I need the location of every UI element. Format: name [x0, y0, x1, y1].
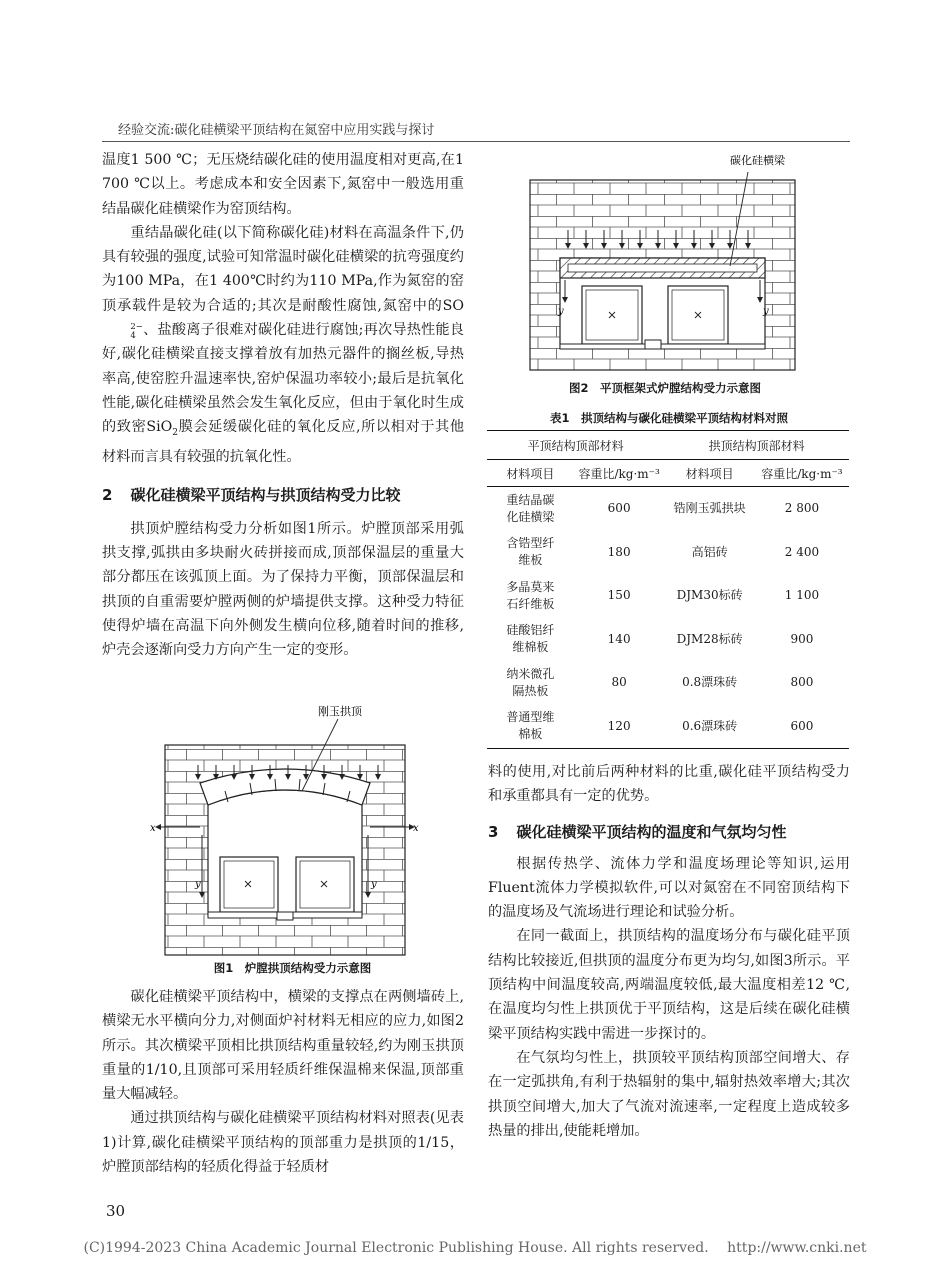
table-cell: 1 100	[784, 588, 820, 603]
table-cell: DJM28标砖	[676, 631, 743, 646]
left-column	[102, 148, 464, 662]
table-1-caption: 表1 拱顶结构与碳化硅横梁平顶结构材料对照	[550, 411, 788, 425]
table-cell: 0.8漂珠砖	[682, 675, 738, 690]
table-row	[487, 618, 849, 662]
svg-text:x: x	[150, 823, 156, 834]
table-group-header: 平顶结构顶部材料	[487, 431, 664, 460]
table-cell: 800	[790, 675, 814, 690]
paragraph-4: 碳化硅横梁平顶结构中，横梁的支撑点在两侧墙砖上,横梁无水平横向分力,对侧面炉衬材料无相应的应力,如图2所示。其次横梁平顶相比拱顶结构重量较轻,约为刚玉拱顶重量的1/10,且顶部可采用轻质纤维保温棉来保温,顶部重量大幅减轻。	[102, 989, 464, 1103]
table-cell: 硅酸铝纤维棉板	[506, 623, 555, 655]
table-cell: 锆刚玉弧拱块	[673, 501, 746, 516]
paragraph-7: 根据传热学、流体力学和温度场理论等知识,运用Fluent流体力学模拟软件,可以对氮窑在不同窑顶结构下的温度场及气流场进行理论和试验分析。	[488, 855, 850, 921]
paragraph-9: 在气氛均匀性上，拱顶较平顶结构顶部空间增大、存在一定弧拱角,有利于热辐射的集中,辐射热效率增大;其次拱顶空间增大,加大了气流对流速率,一定程度上造成较多热量的排出,使能耗增加。	[488, 1049, 850, 1139]
table-cell: 含锆型纤维板	[506, 536, 555, 568]
table-cell: 纳米微孔隔热板	[506, 666, 555, 698]
table-cell: 600	[755, 705, 849, 749]
table-column-header: 材料项目	[487, 460, 574, 487]
table-cell: 2 800	[784, 501, 820, 516]
copyright-footer: (C)1994-2023 China Academic Journal Electronic Publishing House. All rights reserved. http://www.cnki.net	[83, 1240, 867, 1256]
table-row	[487, 531, 849, 575]
svg-text:碳化硅横梁: 碳化硅横梁	[730, 154, 785, 167]
table-cell: 140	[607, 631, 631, 646]
table-row	[487, 487, 849, 531]
svg-text:y: y	[371, 879, 377, 890]
figure-1-caption: 图1 炉膛拱顶结构受力示意图	[213, 961, 372, 975]
table-cell: 150	[607, 588, 631, 603]
svg-text:刚玉拱顶: 刚玉拱顶	[318, 705, 362, 718]
table-cell: 180	[607, 544, 631, 559]
svg-text:x: x	[413, 823, 419, 834]
table-cell: 多晶莫来石纤维板	[506, 579, 555, 611]
table-column-header: 材料项目	[664, 460, 755, 487]
svg-text:y: y	[763, 306, 769, 317]
section-2-heading: 2 碳化硅横梁平顶结构与拱顶结构受力比较	[102, 485, 401, 504]
table-group-header-row	[487, 431, 849, 460]
header-rule	[102, 141, 850, 142]
table-cell: 0.6漂珠砖	[664, 705, 755, 749]
table-cell: 2 400	[784, 544, 820, 559]
left-column-lower	[102, 985, 464, 1179]
figure-2-caption: 图2 平顶框架式炉膛结构受力示意图	[569, 381, 761, 395]
table-cell: 高铝砖	[691, 544, 728, 559]
svg-text:y: y	[195, 879, 201, 890]
paragraph-5: 通过拱顶结构与碳化硅横梁平顶结构材料对照表(见表1)计算,碳化硅横梁平顶结构的顶部重力是拱顶的1/15，炉膛顶部结构的轻质化得益于轻质材	[102, 1110, 464, 1176]
paragraph-8: 在同一截面上，拱顶结构的温度场分布与碳化硅平顶结构比较接近,但拱顶的温度分布更为均匀,如图3所示。平顶结构中间温度较高,两端温度较低,最大温度相差12 ℃,在温度均匀性上拱顶优于平顶结构，这是后续在碳化硅横梁平顶结构实践中需进一步探讨的。	[488, 928, 850, 1042]
figure-2-flat-top-diagram	[520, 150, 810, 375]
paragraph-2: 重结晶碳化硅(以下简称碳化硅)材料在高温条件下,仍具有较强的强度,试验可知常温时碳化硅横梁的抗弯强度约为100 MPa，在1 400℃时约为110 MPa,作为氮窑的窑顶承载件是较为合适的;其次是耐酸性腐蚀,氮窑中的SO 2− 4 、盐酸离子很难对碳化硅进行腐蚀;再次导热性能良好,碳化硅横梁直接支撑着放有加热元器件的搁丝板,导热率高,使窑腔升温速率快,窑炉保温功率较小;最后是抗氧化性能,碳化硅横梁虽然会发生氧化反应，但由于氧化时生成的致密SiO$_2$膜会延缓碳化硅的氧化反应,所以相对于其他材料而言具有较强的抗氧化性。	[102, 224, 465, 466]
table-row	[487, 661, 849, 705]
paragraph-3: 拱顶炉膛结构受力分析如图1所示。炉膛顶部采用弧拱支撑,弧拱由多块耐火砖拼接而成,顶部保温层的重量大部分都压在该弧顶上面。为了保持力平衡，顶部保温层和拱顶的自重需要炉膛两侧的炉墙提供支撑。这种受力特征使得炉墙在高温下向外侧发生横向位移,随着时间的推移,炉壳会逐渐向受力方向产生一定的变形。	[102, 520, 464, 659]
paragraph-1: 温度1 500 ℃；无压烧结碳化硅的使用温度相对更高,在1 700 ℃以上。考虑成本和安全因素下,氮窑中一般选用重结晶碳化硅横梁作为窑顶结构。	[102, 152, 464, 217]
table-cell: DJM30标砖	[676, 588, 743, 603]
page-number: 30	[106, 1202, 126, 1220]
table-group-header: 拱顶结构顶部材料	[664, 431, 849, 460]
paragraph-6: 料的使用,对比前后两种材料的比重,碳化硅平顶结构受力和承重都具有一定的优势。	[488, 764, 850, 805]
table-column-header: 容重比/kg·m⁻³	[574, 460, 665, 487]
right-column-lower	[488, 760, 850, 1143]
svg-text:y: y	[558, 306, 564, 317]
table-sub-header-row	[487, 460, 849, 487]
table-cell: 重结晶碳化硅横梁	[506, 492, 555, 524]
table-cell: 120	[574, 705, 665, 749]
table-cell: 80	[611, 675, 627, 690]
table-cell: 900	[790, 631, 814, 646]
running-title: 经验交流:碳化硅横梁平顶结构在氮窑中应用实践与探讨	[118, 123, 435, 138]
table-row	[487, 705, 849, 749]
table-1	[487, 430, 849, 749]
table-row	[487, 574, 849, 618]
table-cell: 600	[607, 501, 631, 516]
table-column-header: 容重比/kg·m⁻³	[755, 460, 849, 487]
figure-1-arch-diagram	[150, 705, 435, 957]
table-cell: 普通型维棉板	[487, 705, 574, 749]
section-3-heading: 3 碳化硅横梁平顶结构的温度和气氛均匀性	[488, 822, 787, 841]
